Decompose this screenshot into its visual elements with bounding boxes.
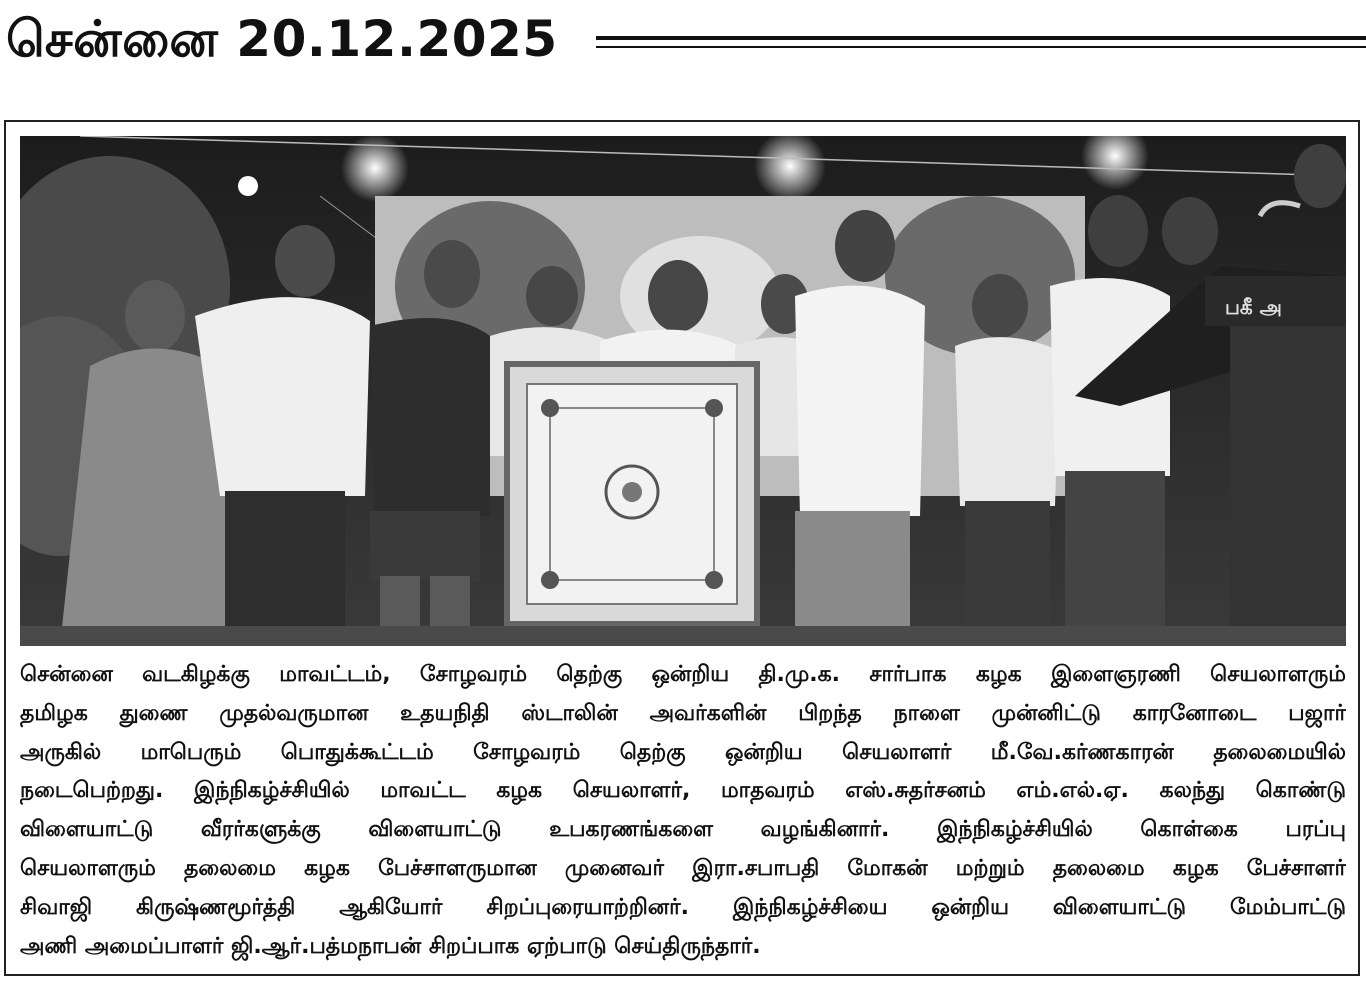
article-line: அருகில் மாபெரும் பொதுக்கூட்டம் சோழவரம் தெற்கு ஒன்றிய செயலாளர் மீ.வே.கர்ணகாரன் தலைமையில் [20, 739, 1346, 765]
article-line: செயலாளரும் தலைமை கழக பேச்சாளருமான முனைவர் இரா.சபாபதி மோகன் மற்றும் தலைமை கழக பேச்சாளர் [20, 855, 1346, 881]
news-photograph [20, 136, 1346, 646]
article-line: அணி அமைப்பாளர் ஜி.ஆர்.பத்மநாபன் சிறப்பாக ஏற்பாடு செய்திருந்தார். [20, 933, 761, 959]
header-rule [596, 36, 1366, 40]
podium-label: பகீ அ [1225, 295, 1282, 319]
photo-illustration [20, 136, 1346, 646]
carrom-board [507, 364, 757, 624]
edition-dateline: சென்னை 20.12.2025 [6, 10, 558, 68]
article-line: விளையாட்டு வீரர்களுக்கு விளையாட்டு உபகரணங்களை வழங்கினார். இந்நிகழ்ச்சியில் கொள்கை பரப்பு [20, 817, 1346, 843]
article-line: சென்னை வடகிழக்கு மாவட்டம், சோழவரம் தெற்கு ஒன்றிய தி.மு.க. சார்பாக கழக இளைஞரணி செயலாளரும் [20, 662, 1346, 687]
article-line: நடைபெற்றது. இந்நிகழ்ச்சியில் மாவட்ட கழக செயலாளர், மாதவரம் எஸ்.சுதர்சனம் எம்.எல்.ஏ. கலந்து கொண்டு [20, 778, 1346, 804]
article-line: சிவாஜி கிருஷ்ணமூர்த்தி ஆகியோர் சிறப்புரையாற்றினர். இந்நிகழ்ச்சியை ஒன்றிய விளையாட்டு மேம்பாட்டு [20, 894, 1346, 920]
news-article [4, 120, 1360, 976]
article-body [20, 656, 1346, 968]
header-rule-thin [596, 46, 1366, 48]
article-line: தமிழக துணை முதல்வருமான உதயநிதி ஸ்டாலின் அவர்களின் பிறந்த நாளை முன்னிட்டு காரனோடை பஜார் [20, 700, 1346, 726]
page-header [0, 0, 1366, 80]
